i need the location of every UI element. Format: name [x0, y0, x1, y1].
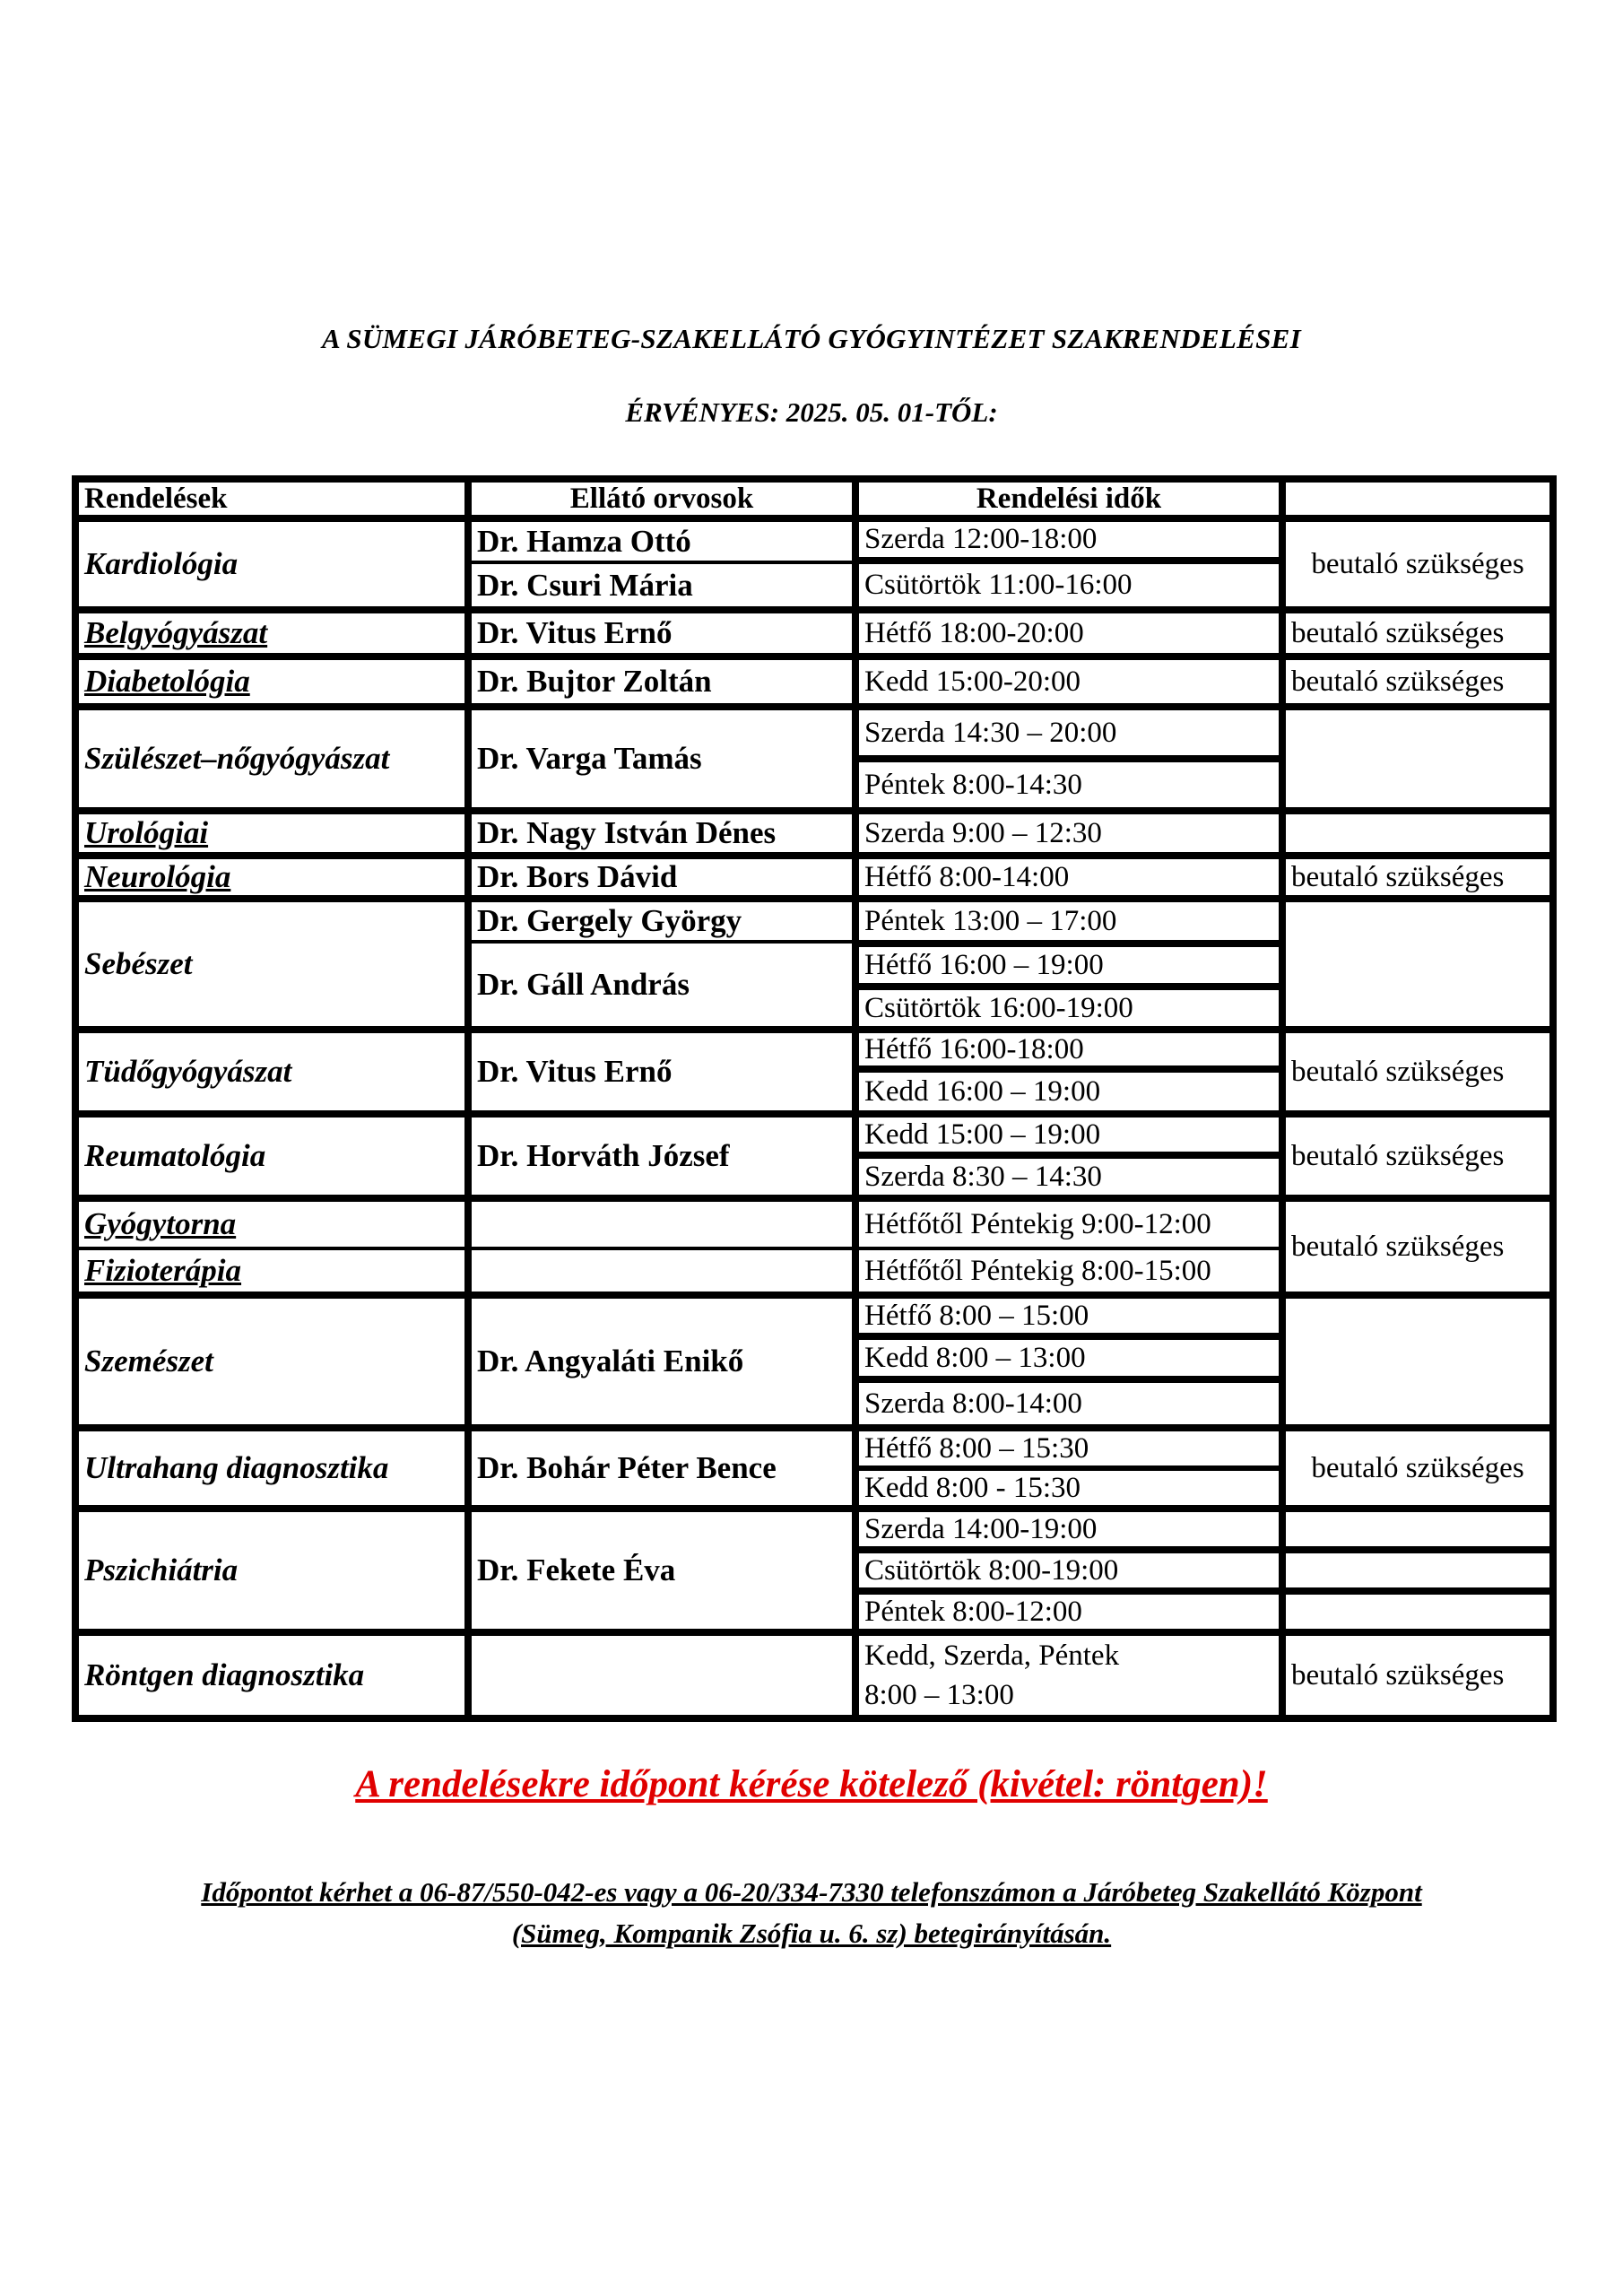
hours-rontgen-time: 8:00 – 13:00 — [864, 1679, 1014, 1711]
specialty-belgyogyaszat: Belgyógyászat — [79, 613, 464, 653]
hours-szem-3: Szerda 8:00-14:00 — [859, 1383, 1279, 1424]
doctor-bors: Dr. Bors Dávid — [472, 859, 852, 895]
header-hours: Rendelési idők — [859, 483, 1279, 515]
hours-kard-1: Szerda 12:00-18:00 — [859, 522, 1279, 557]
note-pszi-2 — [1286, 1553, 1549, 1587]
specialty-szuleszet: Szülészet–nőgyógyászat — [79, 710, 464, 807]
hours-gyogytorna: Hétfőtől Péntekig 9:00-12:00 — [859, 1202, 1279, 1247]
doctor-fizio-empty — [472, 1250, 852, 1292]
note-gyogytorna-fizio: beutaló szükséges — [1286, 1202, 1549, 1292]
doctor-vitus: Dr. Vitus Ernő — [472, 613, 852, 653]
schedule-table — [72, 475, 1557, 1722]
hours-szem-2: Kedd 8:00 – 13:00 — [859, 1340, 1279, 1376]
hours-diab: Kedd 15:00-20:00 — [859, 660, 1279, 703]
note-ultrahang: beutaló szükséges — [1286, 1431, 1549, 1505]
hours-tudo-2: Kedd 16:00 – 19:00 — [859, 1073, 1279, 1110]
specialty-reumatologia: Reumatológia — [79, 1118, 464, 1195]
specialty-pszichiatria: Pszichiátria — [79, 1512, 464, 1629]
doctor-nagy: Dr. Nagy István Dénes — [472, 814, 852, 852]
note-sebeszet — [1286, 902, 1549, 1026]
doctor-vitus-2: Dr. Vitus Ernő — [472, 1033, 852, 1110]
specialty-gyogytorna: Gyógytorna — [79, 1202, 464, 1247]
doctor-csuri: Dr. Csuri Mária — [472, 564, 852, 606]
specialty-sebeszet: Sebészet — [79, 902, 464, 1026]
hours-rontgen — [859, 1636, 1279, 1715]
hours-fizio: Hétfőtől Péntekig 8:00-15:00 — [859, 1250, 1279, 1292]
doctor-varga: Dr. Varga Tamás — [472, 710, 852, 807]
hours-uh-2: Kedd 8:00 - 15:30 — [859, 1471, 1279, 1505]
doctor-angyalati: Dr. Angyaláti Enikő — [472, 1299, 852, 1424]
hours-seb-3: Csütörtök 16:00-19:00 — [859, 990, 1279, 1026]
hours-szul-1: Szerda 14:30 – 20:00 — [859, 710, 1279, 755]
note-szuleszet — [1286, 710, 1549, 807]
doctor-gyogytorna-empty — [472, 1202, 852, 1247]
header-specialty: Rendelések — [79, 483, 464, 515]
note-reumatologia: beutaló szükséges — [1286, 1118, 1549, 1195]
note-szemeszet — [1286, 1299, 1549, 1424]
doctor-gergely: Dr. Gergely György — [472, 902, 852, 940]
specialty-tudogyogyaszat: Tüdőgyógyászat — [79, 1033, 464, 1110]
appointment-notice: A rendelésekre időpont kérése kötelező (kivétel: röntgen)! — [355, 1763, 1268, 1805]
hours-seb-1: Péntek 13:00 – 17:00 — [859, 902, 1279, 940]
hours-neuro: Hétfő 8:00-14:00 — [859, 859, 1279, 895]
doctor-bohar: Dr. Bohár Péter Bence — [472, 1431, 852, 1505]
specialty-ultrahang: Ultrahang diagnosztika — [79, 1431, 464, 1505]
hours-seb-2: Hétfő 16:00 – 19:00 — [859, 947, 1279, 983]
doctor-bujtor: Dr. Bujtor Zoltán — [472, 660, 852, 703]
note-urologia — [1286, 814, 1549, 852]
note-rontgen: beutaló szükséges — [1286, 1636, 1549, 1715]
note-pszi-3 — [1286, 1595, 1549, 1629]
hours-reuma-1: Kedd 15:00 – 19:00 — [859, 1118, 1279, 1152]
note-pszi-1 — [1286, 1512, 1549, 1546]
note-kardiologia: beutaló szükséges — [1286, 522, 1549, 606]
hours-uh-1: Hétfő 8:00 – 15:30 — [859, 1431, 1279, 1465]
hours-uro: Szerda 9:00 – 12:30 — [859, 814, 1279, 852]
note-belgyogyaszat: beutaló szükséges — [1286, 613, 1549, 653]
hours-pszi-3: Péntek 8:00-12:00 — [859, 1595, 1279, 1629]
header-note — [1286, 483, 1549, 515]
doctor-fekete: Dr. Fekete Éva — [472, 1512, 852, 1629]
hours-kard-2: Csütörtök 11:00-16:00 — [859, 564, 1279, 606]
contact-line-1: Időpontot kérhet a 06-87/550-042-es vagy a 06-20/334-7330 telefonszámon a Járóbeteg Szakellátó Központ — [201, 1876, 1422, 1908]
specialty-kardiologia: Kardiológia — [79, 522, 464, 606]
doctor-hamza: Dr. Hamza Ottó — [472, 522, 852, 561]
doctor-horvath: Dr. Horváth József — [472, 1118, 852, 1195]
hours-reuma-2: Szerda 8:30 – 14:30 — [859, 1159, 1279, 1195]
hours-belgy: Hétfő 18:00-20:00 — [859, 613, 1279, 653]
specialty-urologia: Urológiai — [79, 814, 464, 852]
doctor-gall: Dr. Gáll András — [472, 944, 852, 1026]
note-diabetologia: beutaló szükséges — [1286, 660, 1549, 703]
note-neurologia: beutaló szükséges — [1286, 859, 1549, 895]
validity-date: ÉRVÉNYES: 2025. 05. 01-TŐL: — [625, 396, 998, 428]
hours-szem-1: Hétfő 8:00 – 15:00 — [859, 1299, 1279, 1333]
hours-szul-2: Péntek 8:00-14:30 — [859, 762, 1279, 807]
hours-rontgen-days: Kedd, Szerda, Péntek — [864, 1639, 1120, 1672]
hours-tudo-1: Hétfő 16:00-18:00 — [859, 1033, 1279, 1065]
specialty-rontgen: Röntgen diagnosztika — [79, 1636, 464, 1715]
specialty-neurologia: Neurológia — [79, 859, 464, 895]
header-doctors: Ellátó orvosok — [472, 483, 852, 515]
doctor-rontgen-empty — [472, 1636, 852, 1715]
hours-pszi-1: Szerda 14:00-19:00 — [859, 1512, 1279, 1546]
hours-pszi-2: Csütörtök 8:00-19:00 — [859, 1553, 1279, 1587]
document-title: A SÜMEGI JÁRÓBETEG-SZAKELLÁTÓ GYÓGYINTÉZET SZAKRENDELÉSEI — [322, 323, 1301, 354]
specialty-szemeszet: Szemészet — [79, 1299, 464, 1424]
contact-line-2: (Sümeg, Kompanik Zsófia u. 6. sz) betegirányításán. — [511, 1918, 1112, 1949]
note-tudogyogyaszat: beutaló szükséges — [1286, 1033, 1549, 1110]
specialty-fizioterapia: Fizioterápia — [79, 1250, 464, 1292]
specialty-diabetologia: Diabetológia — [79, 660, 464, 703]
